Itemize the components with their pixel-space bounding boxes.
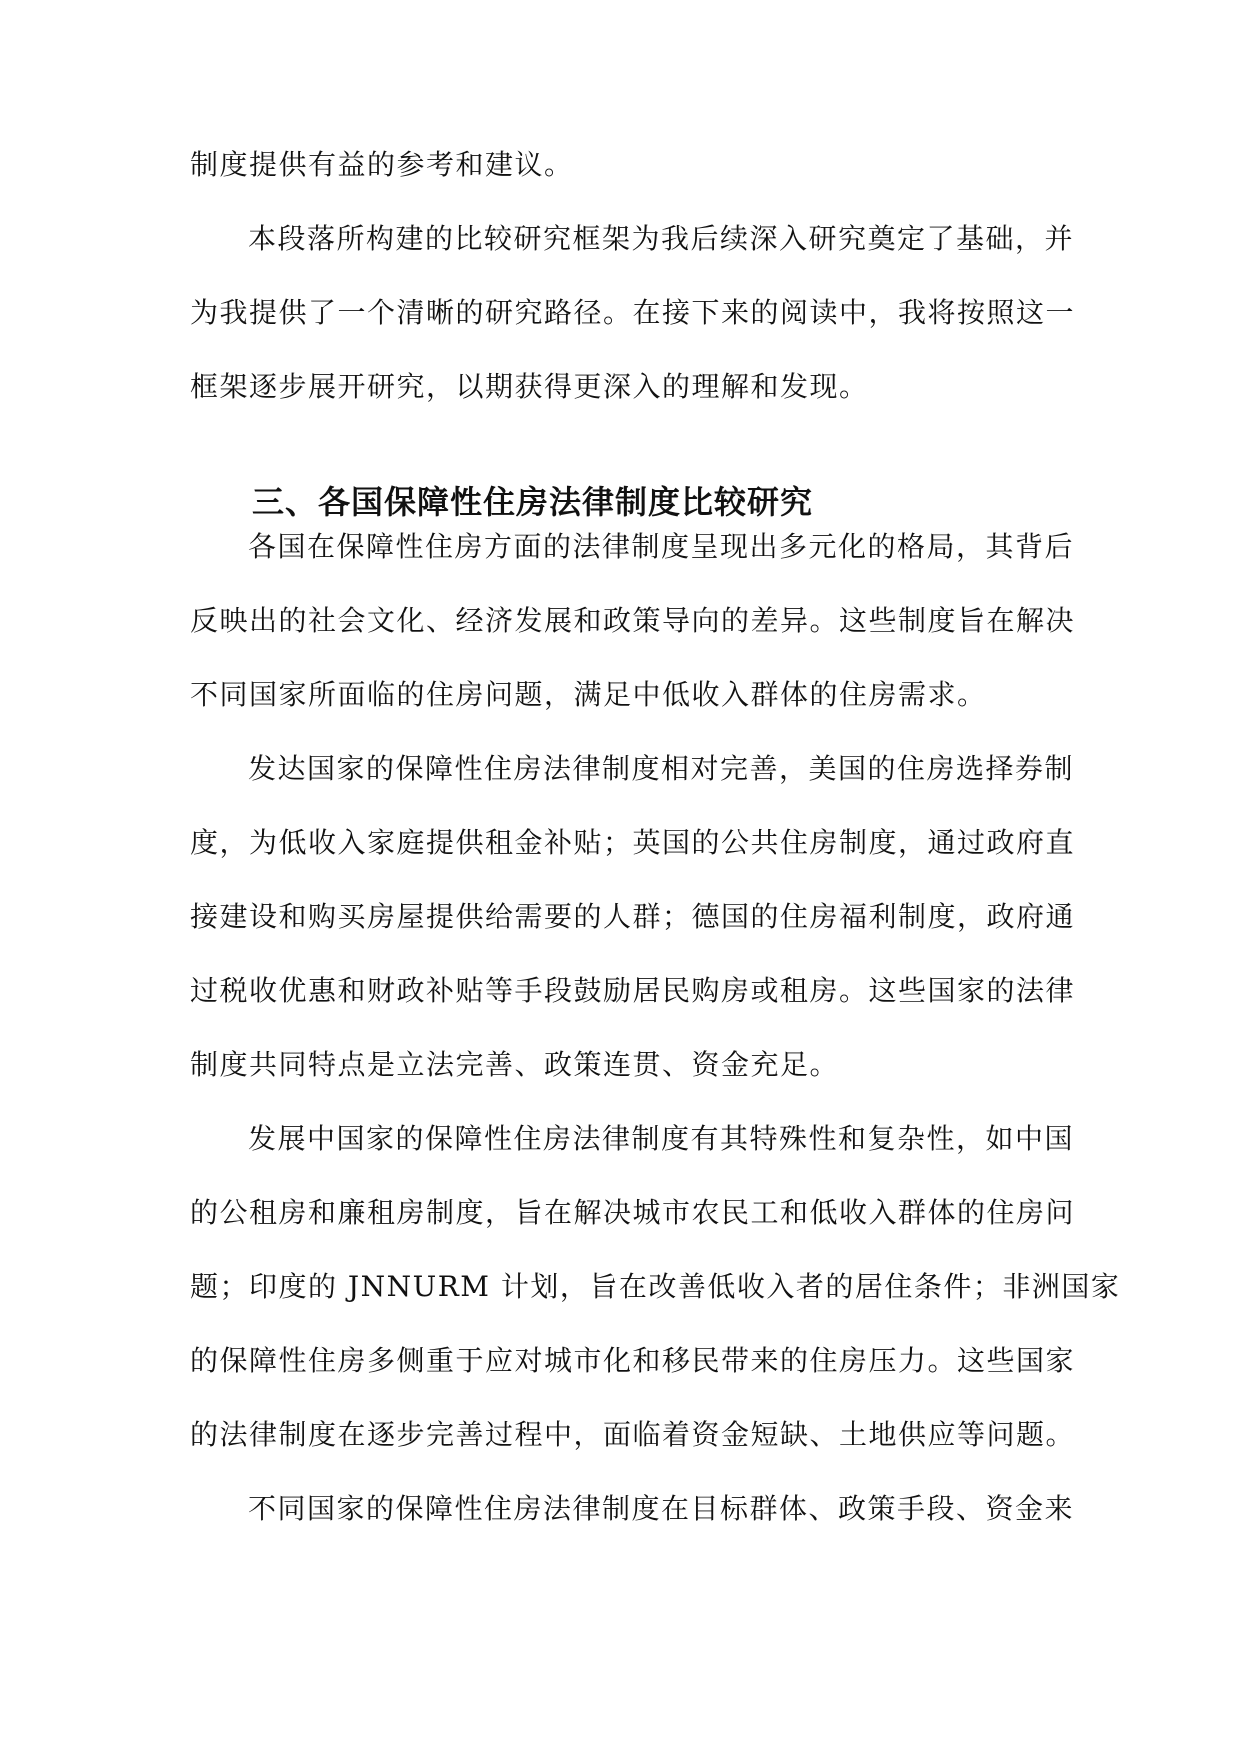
text-line: 各国在保障性住房方面的法律制度呈现出多元化的格局，其背后 (248, 530, 1075, 563)
paragraph-developing-countries (190, 1102, 1121, 1472)
text-line: 制度提供有益的参考和建议。 (190, 148, 574, 181)
text-line: 的保障性住房多侧重于应对城市化和移民带来的住房压力。这些国家 (190, 1344, 1076, 1377)
paragraph-developed-countries (190, 732, 1076, 1102)
text-line: 发展中国家的保障性住房法律制度有其特殊性和复杂性，如中国 (248, 1122, 1075, 1155)
text-line: 框架逐步展开研究，以期获得更深入的理解和发现。 (190, 370, 869, 403)
text-line: 接建设和购买房屋提供给需要的人群；德国的住房福利制度，政府通 (190, 900, 1076, 933)
text-line: 不同国家所面临的住房问题，满足中低收入群体的住房需求。 (190, 678, 987, 711)
text-line: 不同国家的保障性住房法律制度在目标群体、政策手段、资金来 (248, 1492, 1075, 1525)
text-line: 发达国家的保障性住房法律制度相对完善，美国的住房选择券制 (248, 752, 1075, 785)
text-line: 题；印度的 JNNURM 计划，旨在改善低收入者的居住条件；非洲国家 (190, 1270, 1121, 1303)
text-line: 的法律制度在逐步完善过程中，面临着资金短缺、土地供应等问题。 (190, 1418, 1076, 1451)
text-line: 度，为低收入家庭提供租金补贴；英国的公共住房制度，通过政府直 (190, 826, 1076, 859)
paragraph-framework (190, 202, 1076, 424)
text-line: 制度共同特点是立法完善、政策连贯、资金充足。 (190, 1048, 840, 1081)
text-line: 反映出的社会文化、经济发展和政策导向的差异。这些制度旨在解决 (190, 604, 1076, 637)
paragraph-comparison (190, 1472, 1075, 1546)
paragraph-overview (190, 510, 1076, 732)
text-line: 本段落所构建的比较研究框架为我后续深入研究奠定了基础，并 (248, 222, 1075, 255)
text-line: 过税收优惠和财政补贴等手段鼓励居民购房或租房。这些国家的法律 (190, 974, 1076, 1007)
paragraph-intro-end (190, 128, 1060, 202)
text-line: 的公租房和廉租房制度，旨在解决城市农民工和低收入群体的住房问 (190, 1196, 1076, 1229)
text-line: 为我提供了一个清晰的研究路径。在接下来的阅读中，我将按照这一 (190, 296, 1076, 329)
section-heading: 三、各国保障性住房法律制度比较研究 (252, 483, 814, 521)
